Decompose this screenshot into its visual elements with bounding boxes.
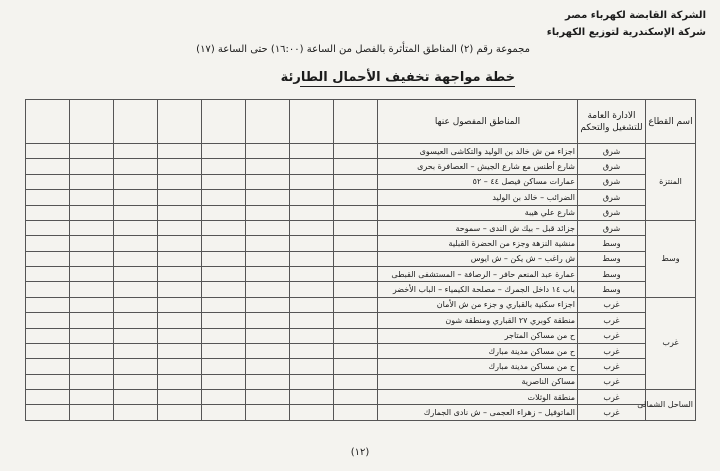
table-row [26, 328, 696, 343]
empty-cell [158, 328, 202, 343]
table-row [26, 297, 696, 312]
admin-cell: غرب [578, 313, 646, 328]
admin-cell: وسط [578, 282, 646, 297]
empty-cell [202, 343, 246, 358]
empty-cell [290, 374, 334, 389]
table-row [26, 174, 696, 189]
header-blank [246, 100, 290, 144]
area-cell: جزائد قبل – بيك ش الندى – سموحة [378, 220, 578, 235]
table-row [26, 159, 696, 174]
empty-cell [246, 405, 290, 421]
table-row [26, 205, 696, 220]
empty-cell [70, 236, 114, 251]
empty-cell [26, 159, 70, 174]
table-row [26, 359, 696, 374]
empty-cell [290, 390, 334, 405]
sector-name: غرب [646, 297, 696, 389]
empty-cell [334, 359, 378, 374]
empty-cell [158, 190, 202, 205]
empty-cell [334, 282, 378, 297]
empty-cell [158, 236, 202, 251]
empty-cell [334, 297, 378, 312]
empty-cell [26, 374, 70, 389]
empty-cell [70, 313, 114, 328]
empty-cell [202, 251, 246, 266]
empty-cell [334, 328, 378, 343]
empty-cell [246, 267, 290, 282]
empty-cell [114, 251, 158, 266]
empty-cell [158, 343, 202, 358]
empty-cell [290, 190, 334, 205]
header-sector: اسم القطاع [646, 100, 696, 144]
header-blank [70, 100, 114, 144]
empty-cell [202, 144, 246, 159]
empty-cell [290, 405, 334, 421]
header-blank [334, 100, 378, 144]
empty-cell [246, 328, 290, 343]
admin-cell: غرب [578, 328, 646, 343]
admin-cell: شرق [578, 174, 646, 189]
area-cell: باب ١٤ داخل الجمرك – مصلحة الكيمياء – الباب الأخضر [378, 282, 578, 297]
empty-cell [158, 359, 202, 374]
header-blank [290, 100, 334, 144]
header-areas: المناطق المفصول عنها [378, 100, 578, 144]
empty-cell [202, 297, 246, 312]
empty-cell [114, 390, 158, 405]
empty-cell [246, 220, 290, 235]
empty-cell [114, 205, 158, 220]
area-cell: ش راغب – ش يكن – ش ايوس [378, 251, 578, 266]
empty-cell [334, 174, 378, 189]
area-cell: شارع أطنس مع شارع الجيش – العصافرة بحرى [378, 159, 578, 174]
empty-cell [26, 313, 70, 328]
empty-cell [334, 205, 378, 220]
empty-cell [290, 297, 334, 312]
header-blank [26, 100, 70, 144]
sector-name: وسط [646, 220, 696, 297]
empty-cell [70, 343, 114, 358]
area-cell: مساكن الناصرية [378, 374, 578, 389]
table-row [26, 313, 696, 328]
empty-cell [158, 313, 202, 328]
empty-cell [334, 159, 378, 174]
empty-cell [202, 190, 246, 205]
empty-cell [158, 297, 202, 312]
empty-cell [158, 174, 202, 189]
empty-cell [70, 359, 114, 374]
empty-cell [246, 190, 290, 205]
area-cell: اجزاء من ش خالد بن الوليد والتكاشى العيسوى [378, 144, 578, 159]
empty-cell [26, 205, 70, 220]
empty-cell [202, 174, 246, 189]
empty-cell [158, 144, 202, 159]
table-row [26, 190, 696, 205]
empty-cell [26, 236, 70, 251]
company-name-secondary: شركة الإسكندرية لتوزيع الكهرباء [546, 27, 706, 38]
sector-name: المنتزة [646, 144, 696, 221]
empty-cell [246, 297, 290, 312]
table-row [26, 267, 696, 282]
empty-cell [202, 267, 246, 282]
empty-cell [334, 313, 378, 328]
empty-cell [26, 297, 70, 312]
empty-cell [70, 251, 114, 266]
empty-cell [246, 159, 290, 174]
empty-cell [114, 190, 158, 205]
empty-cell [158, 405, 202, 421]
empty-cell [334, 190, 378, 205]
empty-cell [158, 374, 202, 389]
empty-cell [246, 390, 290, 405]
empty-cell [290, 251, 334, 266]
sector-name: الساحل الشمالى [646, 390, 696, 421]
admin-cell: شرق [578, 205, 646, 220]
empty-cell [158, 282, 202, 297]
empty-cell [70, 220, 114, 235]
empty-cell [114, 144, 158, 159]
company-name-primary: الشركة القابضة لكهرباء مصر [565, 10, 706, 21]
empty-cell [70, 190, 114, 205]
admin-cell: غرب [578, 405, 646, 421]
empty-cell [26, 251, 70, 266]
empty-cell [246, 374, 290, 389]
table-row [26, 374, 696, 389]
empty-cell [158, 205, 202, 220]
empty-cell [246, 144, 290, 159]
empty-cell [26, 144, 70, 159]
empty-cell [26, 328, 70, 343]
empty-cell [246, 313, 290, 328]
table-row [26, 405, 696, 421]
empty-cell [70, 405, 114, 421]
empty-cell [246, 282, 290, 297]
empty-cell [290, 328, 334, 343]
empty-cell [202, 220, 246, 235]
empty-cell [158, 159, 202, 174]
empty-cell [114, 297, 158, 312]
empty-cell [26, 267, 70, 282]
empty-cell [70, 282, 114, 297]
empty-cell [114, 220, 158, 235]
empty-cell [334, 390, 378, 405]
admin-cell: شرق [578, 190, 646, 205]
header-blank [202, 100, 246, 144]
admin-cell: غرب [578, 374, 646, 389]
area-cell: عمارات مساكن فيصل ٤٤ – ٥٢ [378, 174, 578, 189]
empty-cell [26, 390, 70, 405]
empty-cell [334, 267, 378, 282]
table-row [26, 343, 696, 358]
empty-cell [290, 220, 334, 235]
area-cell: الماتوفيل – زهراء العجمى – ش نادى الجمارك [378, 405, 578, 421]
empty-cell [202, 236, 246, 251]
group-description: مجموعة رقم (٢) المناطق المتأثرة بالفصل من الساعة (١٦:٠٠) حتى الساعة (١٧) [196, 44, 530, 55]
empty-cell [158, 267, 202, 282]
page-number: (١٢) [350, 447, 370, 458]
empty-cell [290, 144, 334, 159]
empty-cell [114, 282, 158, 297]
header-blank [114, 100, 158, 144]
empty-cell [114, 405, 158, 421]
header-blank [158, 100, 202, 144]
empty-cell [334, 343, 378, 358]
empty-cell [202, 390, 246, 405]
admin-cell: وسط [578, 267, 646, 282]
header-admin: الادارة العامة للتشغيل والتحكم [578, 100, 646, 144]
admin-cell: غرب [578, 297, 646, 312]
empty-cell [70, 297, 114, 312]
area-cell: منشية النزهة وجزء من الحضرة القبلية [378, 236, 578, 251]
admin-cell: شرق [578, 220, 646, 235]
table-row [26, 144, 696, 159]
empty-cell [158, 390, 202, 405]
area-cell: منطقة كوبري ٢٧ القباري ومنطقة شون [378, 313, 578, 328]
area-cell: عمارة عبد المنعم حافر – الرصافة – المستشفى القبطى [378, 267, 578, 282]
empty-cell [290, 359, 334, 374]
empty-cell [202, 359, 246, 374]
area-cell: ح من مساكن المتاجر [378, 328, 578, 343]
table-row [26, 220, 696, 235]
empty-cell [290, 313, 334, 328]
empty-cell [290, 267, 334, 282]
empty-cell [70, 159, 114, 174]
empty-cell [290, 282, 334, 297]
empty-cell [70, 374, 114, 389]
plan-title: خطة مواجهة تخفيف الأحمال الطارئة [280, 70, 515, 85]
empty-cell [290, 236, 334, 251]
empty-cell [334, 251, 378, 266]
empty-cell [290, 159, 334, 174]
empty-cell [202, 159, 246, 174]
empty-cell [246, 251, 290, 266]
area-cell: الضرائب – خالد بن الوليد [378, 190, 578, 205]
area-cell: منطقة الوثلات [378, 390, 578, 405]
empty-cell [70, 144, 114, 159]
empty-cell [202, 205, 246, 220]
empty-cell [114, 343, 158, 358]
empty-cell [114, 236, 158, 251]
empty-cell [70, 205, 114, 220]
empty-cell [202, 374, 246, 389]
empty-cell [290, 205, 334, 220]
admin-cell: شرق [578, 159, 646, 174]
empty-cell [114, 159, 158, 174]
area-cell: ح من مساكن مدينة مبارك [378, 343, 578, 358]
empty-cell [26, 343, 70, 358]
empty-cell [290, 343, 334, 358]
empty-cell [334, 220, 378, 235]
empty-cell [202, 282, 246, 297]
empty-cell [334, 374, 378, 389]
area-cell: شارع علي هيبة [378, 205, 578, 220]
empty-cell [26, 220, 70, 235]
empty-cell [26, 174, 70, 189]
empty-cell [26, 282, 70, 297]
empty-cell [70, 174, 114, 189]
empty-cell [334, 144, 378, 159]
admin-cell: غرب [578, 359, 646, 374]
empty-cell [70, 267, 114, 282]
admin-cell: غرب [578, 390, 646, 405]
admin-cell: وسط [578, 251, 646, 266]
empty-cell [26, 405, 70, 421]
empty-cell [202, 313, 246, 328]
empty-cell [290, 174, 334, 189]
empty-cell [114, 359, 158, 374]
empty-cell [334, 236, 378, 251]
admin-cell: شرق [578, 144, 646, 159]
empty-cell [114, 174, 158, 189]
empty-cell [26, 359, 70, 374]
empty-cell [202, 328, 246, 343]
empty-cell [114, 267, 158, 282]
table-row [26, 390, 696, 405]
empty-cell [334, 405, 378, 421]
table-row [26, 251, 696, 266]
empty-cell [114, 328, 158, 343]
empty-cell [246, 174, 290, 189]
admin-cell: وسط [578, 236, 646, 251]
empty-cell [158, 220, 202, 235]
empty-cell [70, 328, 114, 343]
empty-cell [246, 236, 290, 251]
table-row [26, 282, 696, 297]
empty-cell [246, 205, 290, 220]
empty-cell [246, 359, 290, 374]
area-cell: اجزاء سكنية بالقباري و جزء من ش الأمان [378, 297, 578, 312]
empty-cell [246, 343, 290, 358]
table-row [26, 236, 696, 251]
empty-cell [114, 313, 158, 328]
admin-cell: غرب [578, 343, 646, 358]
empty-cell [114, 374, 158, 389]
empty-cell [70, 390, 114, 405]
empty-cell [202, 405, 246, 421]
empty-cell [158, 251, 202, 266]
area-cell: ح من مساكن مدينة مبارك [378, 359, 578, 374]
load-shedding-table [25, 99, 696, 421]
empty-cell [26, 190, 70, 205]
